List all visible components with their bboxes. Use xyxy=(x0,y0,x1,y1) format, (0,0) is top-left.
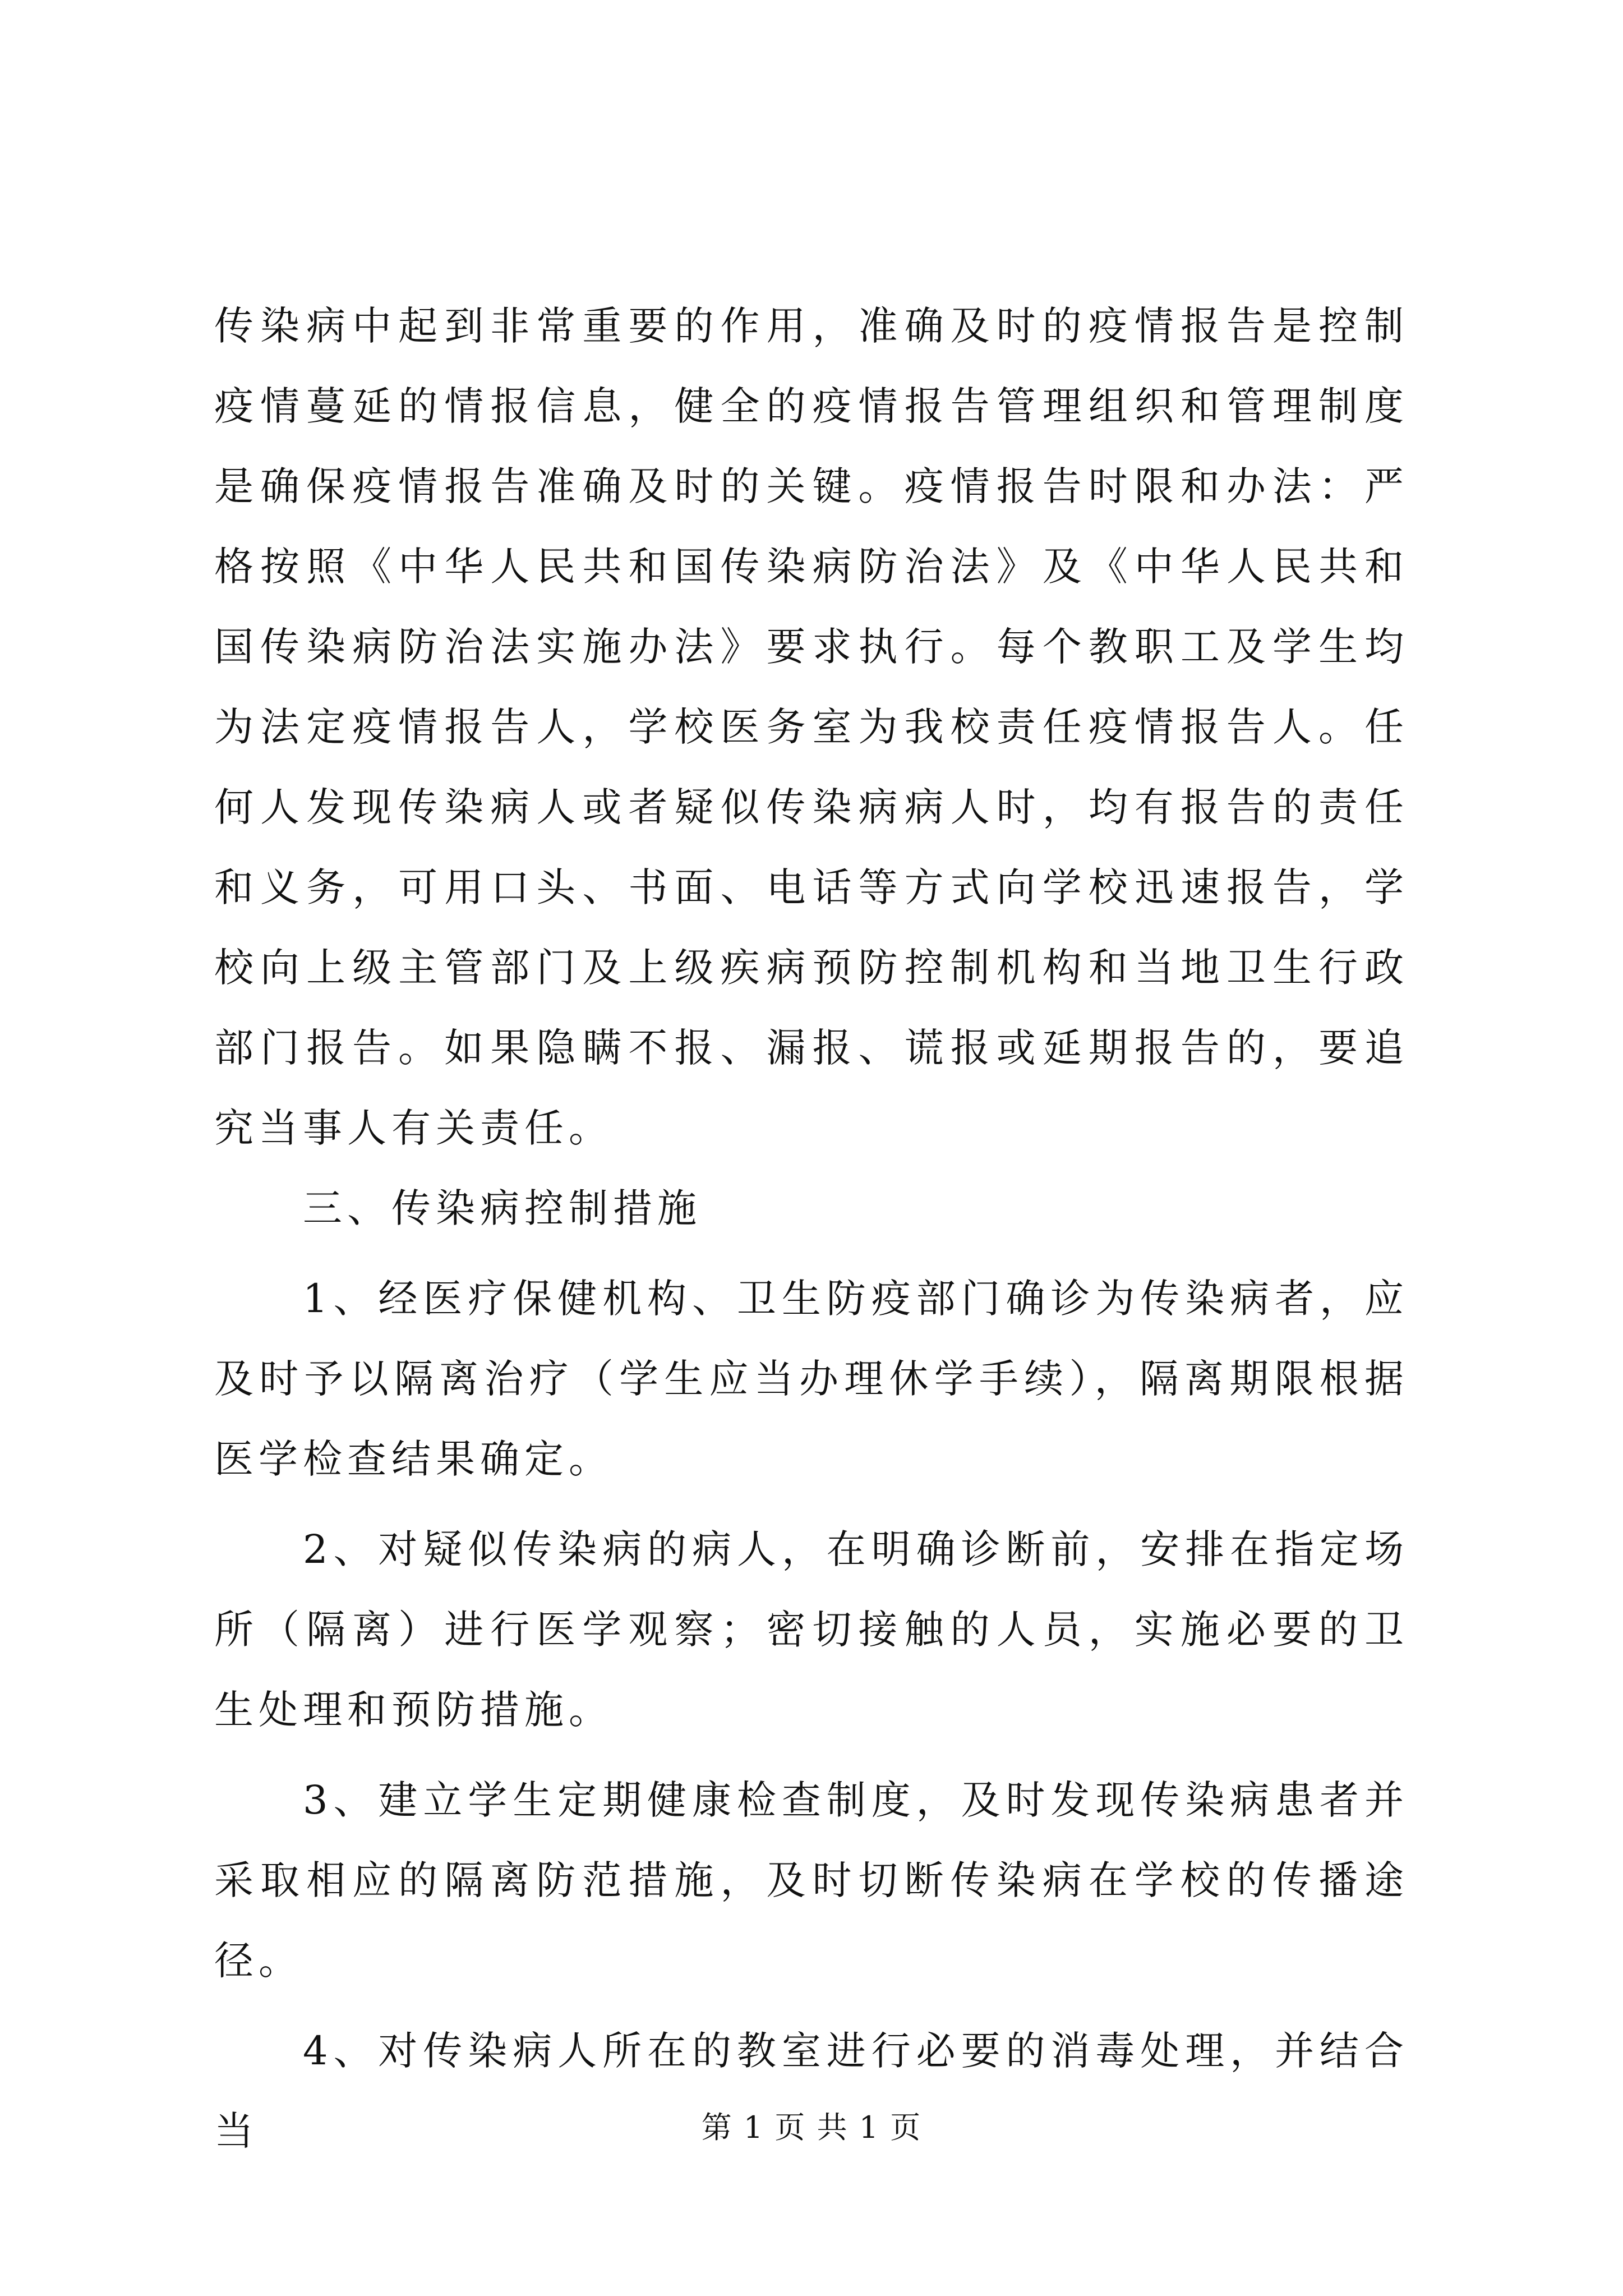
document-body xyxy=(214,286,1409,2171)
section-heading-control-measures: 三、传染病控制措施 xyxy=(303,1185,702,1231)
list-item-2: 2、对疑似传染病的病人，在明确诊断前，安排在指定场所（隔离）进行医学观察；密切接触的人员，实施必要的卫生处理和预防措施。 xyxy=(214,1526,1409,1733)
list-item-3: 3、建立学生定期健康检查制度，及时发现传染病患者并采取相应的隔离防范措施，及时切断传染病在学校的传播途径。 xyxy=(214,1777,1409,1984)
page-footer: 第 1 页 共 1 页 xyxy=(701,2110,922,2145)
list-item-1: 1、经医疗保健机构、卫生防疫部门确诊为传染病者，应及时予以隔离治疗（学生应当办理休学手续），隔离期限根据医学检查结果确定。 xyxy=(214,1276,1409,1482)
paragraph-epidemic-reporting: 传染病中起到非常重要的作用，准确及时的疫情报告是控制疫情蔓延的情报信息，健全的疫情报告管理组织和管理制度是确保疫情报告准确及时的关键。疫情报告时限和办法：严格按照《中华人民共和国传染病防治法》及《中华人民共和国传染病防治法实施办法》要求执行。每个教职工及学生均为法定疫情报告人，学校医务室为我校责任疫情报告人。任何人发现传染病人或者疑似传染病病人时，均有报告的责任和义务，可用口头、书面、电话等方式向学校迅速报告，学校向上级主管部门及上级疾病预防控制机构和当地卫生行政部门报告。如果隐瞒不报、漏报、谎报或延期报告的，要追究当事人有关责任。 xyxy=(214,303,1409,1151)
list-item-4: 4、对传染病人所在的教室进行必要的消毒处理，并结合当 xyxy=(214,2028,1409,2154)
